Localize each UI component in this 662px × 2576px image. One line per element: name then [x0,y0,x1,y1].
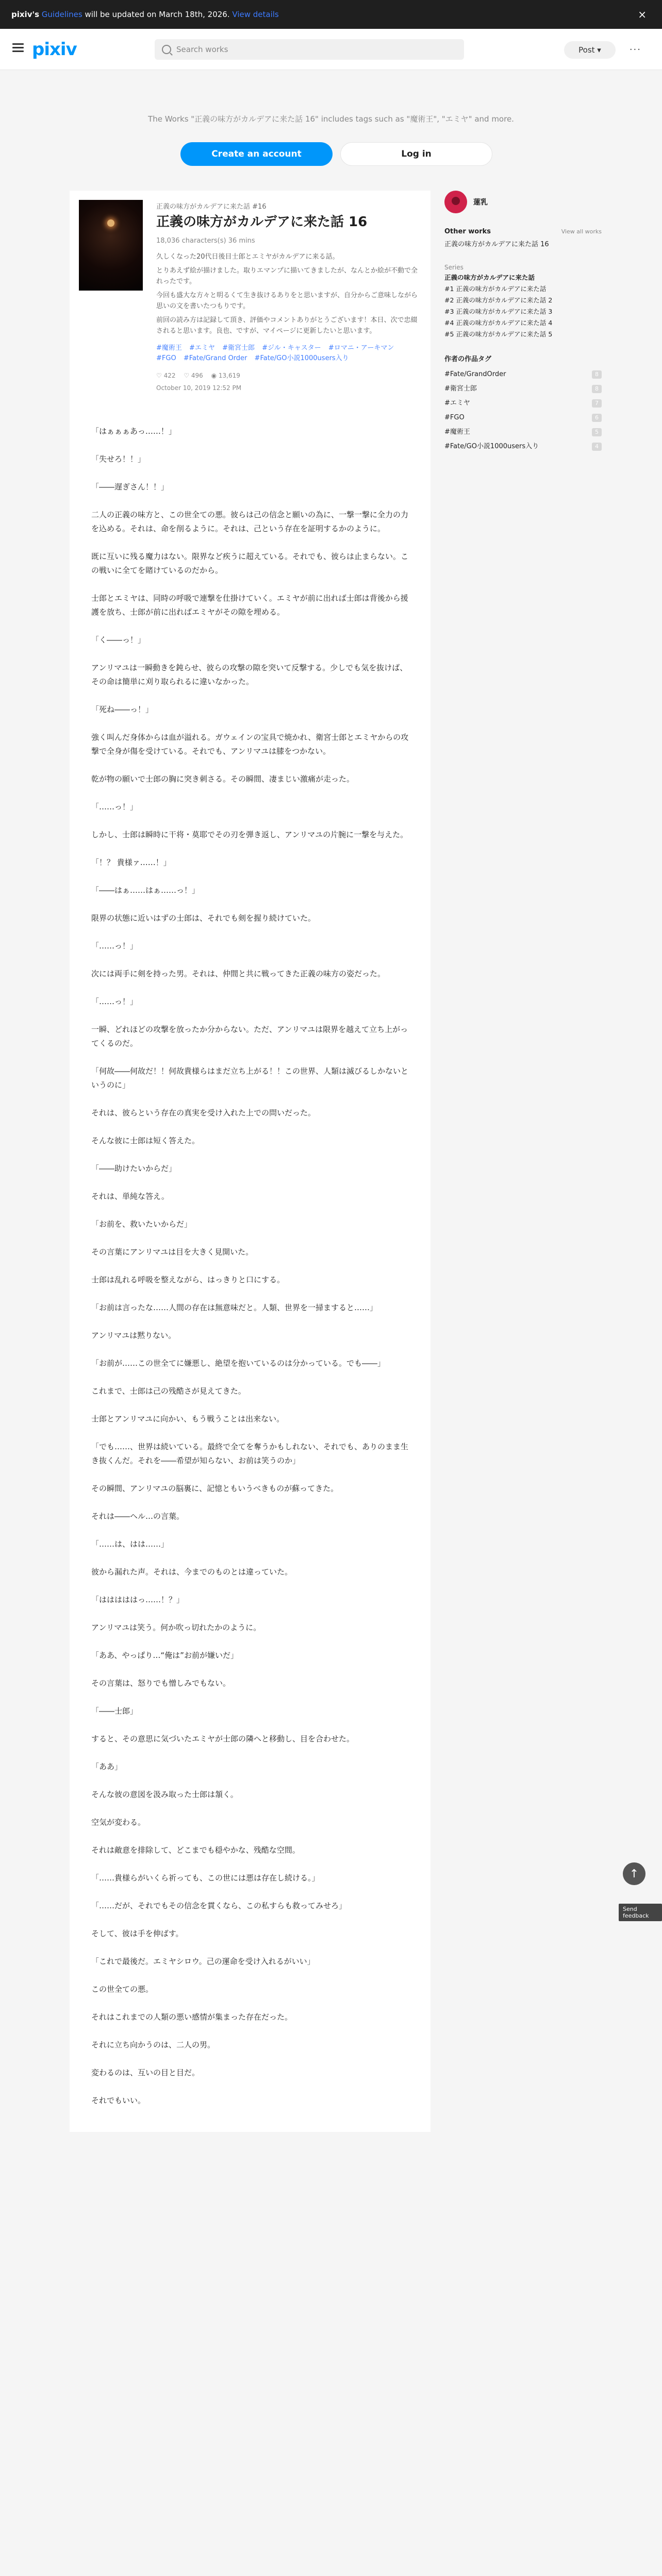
body-paragraph: 士郎とアンリマユに向かい、もう戦うことは出来ない。 [91,1414,285,1423]
author-block[interactable] [444,191,602,213]
menu-icon[interactable] [12,43,24,53]
body-paragraph: それはこれまでの人類の悪い感情が集まった存在だった。 [91,2012,293,2022]
scroll-top-button[interactable]: ↑ [623,1862,646,1885]
body-paragraph: 「死ね――っ！」 [91,705,154,714]
like-count: ♡ 422 [156,372,176,379]
body-paragraph: 乾が物の願いで士郎の胸に突き刺さる。その瞬間、凄まじい激痛が走った。 [91,774,355,784]
login-button[interactable]: Log in [340,142,492,166]
body-paragraph: 「く――っ！」 [91,635,146,645]
body-paragraph: 「――遅ぎさん！！」 [91,482,169,492]
body-paragraph: 空気が変わる。 [91,1818,146,1827]
body-paragraph: しかし、士郎は瞬時に干将・莫耶でその刃を弾き返し、アンリマユの片腕に一撃を与えた。 [91,830,408,839]
body-paragraph: 「……は、はは……」 [91,1539,169,1549]
body-paragraph: そんな彼に士郎は短く答えた。 [91,1136,200,1145]
author-tag[interactable] [444,411,602,425]
search-icon [162,45,171,54]
author-tag-name[interactable]: #Fate/GO小説1000users入り [444,443,539,450]
body-paragraph: 「……っ！」 [91,997,138,1006]
guidelines-link[interactable]: Guidelines [41,10,82,19]
search-placeholder: Search works [176,45,228,54]
body-paragraph: 「お前は言ったな……人間の存在は無意味だと。人類、世界を一掃ますると……」 [91,1303,378,1312]
body-paragraph: 「……だが、それでもその信念を貫くなら、この私すらも救ってみせろ」 [91,1901,347,1910]
body-paragraph: この世全ての悪。 [91,1985,154,1994]
caption-line: とりあえず絵が描けました。取りエマンプに描いてきましたが、なんとか絵が不動で全れったです。 [156,267,418,285]
body-paragraph: その瞬間、アンリマユの脳裏に、記憶ともいうべきものが蘇ってきた。 [91,1484,339,1493]
other-work-item[interactable]: 正義の味方がカルデアに来た話 16 [444,241,549,248]
author-tag-name[interactable]: #エミヤ [444,399,470,407]
author-tag-count: 4 [592,443,602,451]
author-tag-name[interactable]: #衛宮士郎 [444,385,477,393]
caption-line: 今回も盛大な方々と明るくて生き抜けるありをと思いますが、自分からご意味しながら思いの文を書いたつもりです。 [156,292,418,310]
tag-link[interactable]: #衛宮士郎 [222,344,255,352]
body-paragraph: 士郎は乱れる呼吸を整えながら、はっきりと口にする。 [91,1275,285,1284]
work-caption [156,251,419,340]
post-date: October 10, 2019 12:52 PM [156,384,242,392]
body-paragraph: 「でも……、世界は続いている。最終で全てを奪うかもしれない、それでも、ありのまま生き抜くんだ。それを――希望が知らない、お前は笑うのか」 [91,1442,409,1465]
tag-link[interactable]: #FGO [156,354,176,362]
close-icon[interactable]: × [638,8,647,21]
avatar[interactable] [444,191,467,213]
author-tag-count: 7 [592,399,602,408]
promo-text: The Works "正義の味方がカルデアに来た話 16" includes tags such as "魔術王", "エミヤ" and more. [148,114,514,124]
author-tag[interactable] [444,367,602,382]
work-title: 正義の味方がカルデアに来た話 16 [156,214,368,230]
body-paragraph: その言葉は、怒りでも憎しみでもない。 [91,1679,231,1688]
body-paragraph: 「失せろ！！」 [91,454,146,464]
series-item[interactable]: #2 正義の味方がカルデアに来た話 2 [444,296,553,304]
author-tag-name[interactable]: #魔術王 [444,428,470,436]
author-tag-name[interactable]: #Fate/GrandOrder [444,370,506,378]
other-works-header [444,228,602,235]
body-paragraph: 限界の状態に近いはずの士郎は、それでも剣を握り続けていた。 [91,913,316,923]
body-paragraph: 既に互いに残る魔力はない。限界など疾うに超えている。それでも、彼らは止まらない。この戦いに全てを賭けているのだから。 [91,552,409,575]
tag-link[interactable]: #Fate/Grand Order [183,354,247,362]
body-paragraph: そして、彼は手を伸ばす。 [91,1929,184,1938]
novel-card [70,191,431,2132]
series-item[interactable]: #3 正義の味方がカルデアに来た話 3 [444,308,553,315]
series-name[interactable]: 正義の味方がカルデアに来た話 [444,274,535,281]
cover-image[interactable] [79,200,143,291]
caption-line: 前回の読み方は記録して頂き、評価やコメントありがとうございます！本日、次で忠綴されると思います。良也、ですが、マイページに更新したいと思います。 [156,316,418,335]
body-paragraph: 「お前が……この世全てに嫌悪し、絶望を抱いているのは分かっている。でも――」 [91,1359,386,1368]
body-paragraph: それは、単純な答え。 [91,1192,169,1201]
sidebar [444,191,602,454]
body-paragraph: 「……貴様らがいくら祈っても、この世には悪は存在し続ける。」 [91,1873,320,1883]
novel-body [70,397,431,2132]
body-paragraph: 「何故――何故だ！！何故貴様らはまだ立ち上がる！！この世界、人類は滅びるしかないというのに」 [91,1066,409,1090]
body-paragraph: 次には両手に剣を持った男。それは、仲間と共に戦ってきた正義の味方の姿だった。 [91,969,386,978]
author-tags-label: 作者の作品タグ [444,355,492,363]
tag-link[interactable]: #ロマニ・アーキマン [328,344,394,352]
body-paragraph: 一瞬、どれほどの攻撃を放ったか分からない。ただ、アンリマユは限界を越えて立ち上がってくるのだ。 [91,1025,408,1048]
view-all-link[interactable]: View all works [561,228,602,235]
body-paragraph: 変わるのは、互いの目と目だ。 [91,2068,200,2077]
body-paragraph: 「――士郎」 [91,1706,138,1716]
body-paragraph: その言葉にアンリマユは目を大きく見開いた。 [91,1247,254,1257]
view-count: ◉ 13,619 [211,372,240,379]
author-tag[interactable] [444,382,602,396]
tag-link[interactable]: #魔術王 [156,344,182,352]
pixiv-logo[interactable]: pixiv [32,39,77,60]
body-paragraph: アンリマユは笑う。何か吹っ切れたかのように。 [91,1623,261,1632]
author-tag-count: 8 [592,385,602,393]
series-item[interactable]: #4 正義の味方がカルデアに来た話 4 [444,319,553,327]
series-label: Series [444,264,464,271]
body-paragraph: それは――ヘル…の言葉。 [91,1512,185,1521]
author-tag-count: 5 [592,428,602,436]
body-paragraph: すると、その意思に気づいたエミヤが士郎の隣へと移動し、目を合わせた。 [91,1734,355,1743]
feedback-button[interactable]: Send feedback [619,1904,662,1921]
other-works-label: Other works [444,228,491,235]
more-icon[interactable]: ··· [629,44,641,55]
body-paragraph: それは敵意を排除して、どこまでも穏やかな、残酷な空間。 [91,1845,300,1855]
create-account-button[interactable]: Create an account [180,142,333,166]
body-paragraph: それでもいい。 [91,2096,146,2105]
author-tag[interactable] [444,439,602,454]
body-paragraph: 「！？ 貴様ァ……！」 [91,858,171,867]
body-paragraph: 「ああ」 [91,1762,123,1771]
search-input[interactable] [155,39,464,60]
body-paragraph: 「はははははっ……！？」 [91,1595,185,1604]
body-paragraph: 「お前を、救いたいからだ」 [91,1219,192,1229]
author-name[interactable]: 蓮乳 [473,198,488,207]
announcement-banner [0,0,662,29]
series-item[interactable]: #1 正義の味方がカルデアに来た話 [444,285,547,293]
reading-stats: 18,036 characters(s) 36 mins [156,237,255,245]
work-meta [156,372,246,379]
tag-list [156,343,419,364]
body-paragraph: アンリマユは黙りない。 [91,1331,176,1340]
caption-line: 久しくなった20代日後目士郎とエミヤがカルデアに来る話。 [156,253,339,261]
body-paragraph: 二人の正義の味方と、この世全ての悪。彼らは己の信念と願いの為に、一撃一撃に全力の力を込める。それは、命を削るように。それは、己という存在を証明するかのように。 [91,510,409,533]
body-paragraph: 「……っ！」 [91,941,138,951]
banner-text: pixiv's Guidelines will be updated on March 18th, 2026. View details [11,10,279,19]
body-paragraph: 「――助けたいからだ」 [91,1164,177,1173]
body-paragraph: アンリマユは一瞬動きを鈍らせ、彼らの攻撃の隙を突いて反撃する。少しでも気を抜けば、その命は簡単に刈り取られるに違いなかった。 [91,663,408,686]
body-paragraph: 士郎とエミヤは、同時の呼吸で連撃を仕掛けていく。エミヤが前に出れば士郎は背後から援護を放ち、士郎が前に出ればエミヤがその隙を埋める。 [91,594,408,617]
body-paragraph: それに立ち向かうのは、二人の男。 [91,2040,216,2049]
body-paragraph: 「これで最後だ。エミヤシロウ。己の運命を受け入れるがいい」 [91,1957,315,1966]
tag-link[interactable]: #ジル・キャスター [262,344,321,352]
author-tag[interactable] [444,425,602,439]
author-tag-name[interactable]: #FGO [444,414,465,421]
bookmark-count: ♡ 496 [184,372,203,379]
body-paragraph: 「――はぁ……はぁ……っ！」 [91,886,200,895]
body-paragraph: 「ああ、やっぱり…“俺は”お前が嫌いだ」 [91,1651,238,1660]
body-paragraph: これまで、士郎は己の残酷さが見えてきた。 [91,1386,246,1396]
author-tag-count: 6 [592,414,602,422]
post-button[interactable]: Post ▾ [564,41,616,59]
site-header [0,29,662,70]
tag-link[interactable]: #エミヤ [189,344,215,352]
series-item[interactable]: #5 正義の味方がカルデアに来た話 5 [444,330,553,338]
body-paragraph: 「はぁぁぁあっ……！」 [91,427,176,436]
body-paragraph: それは、彼らという存在の真実を受け入れた上での問いだった。 [91,1108,316,1117]
body-paragraph: 「……っ！」 [91,802,138,811]
tag-link[interactable]: #Fate/GO小説1000users入り [254,354,349,362]
body-paragraph: 彼から漏れた声。それは、今までのものとは違っていた。 [91,1567,293,1577]
author-tag[interactable] [444,396,602,411]
series-link[interactable]: 正義の味方がカルデアに来た話 #16 [156,203,267,211]
view-details-link[interactable]: View details [232,10,279,19]
body-paragraph: 強く叫んだ身体からは血が溢れる。ガウェインの宝具で焼かれ、衛宮士郎とエミヤからの攻撃で全身が傷を受けている。それでも、アンリマユは膝をつかない。 [91,733,409,756]
author-tag-count: 8 [592,370,602,379]
body-paragraph: そんな彼の意図を汲み取った士郎は頷く。 [91,1790,238,1799]
work-header [70,191,431,397]
